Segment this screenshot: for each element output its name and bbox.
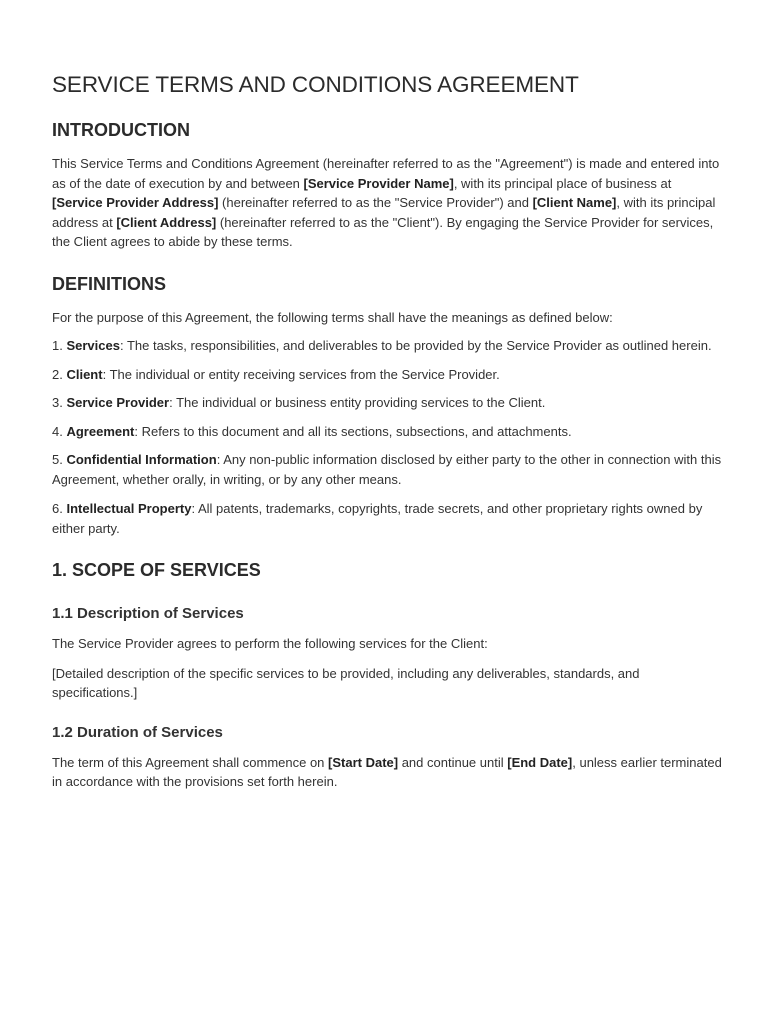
text-run: , with its principal place of business at [453, 175, 672, 191]
paragraph [52, 308, 724, 328]
paragraph [52, 365, 724, 385]
text-run: This Service Terms and Conditions Agreement (hereinafter referred to as the "Agreement") is made and entered into as of the date of execution by and between [52, 156, 720, 191]
paragraph [52, 634, 724, 654]
bold-term: Service Provider [66, 395, 170, 410]
bold-term: [Client Address] [116, 214, 217, 230]
text-run: and continue until [398, 754, 508, 770]
text-run: 6. [52, 501, 67, 516]
bold-term: Client [66, 366, 103, 382]
text-run: 1. [52, 338, 67, 353]
paragraph [52, 154, 724, 252]
text-run: , unless earlier terminated in accordance with the provisions set forth herein. [52, 754, 722, 789]
text-run: The Service Provider agrees to perform the following services for the Client: [52, 636, 488, 651]
bold-term: Agreement [66, 423, 135, 439]
text-run: (hereinafter referred to as the "Service Provider") and [218, 195, 533, 210]
text-run: 4. [52, 423, 67, 439]
paragraph [52, 422, 724, 442]
paragraph [52, 753, 724, 792]
text-run: For the purpose of this Agreement, the following terms shall have the meanings as defined below: [52, 309, 613, 325]
text-run: [Detailed description of the specific services to be provided, including any deliverables, standards, and specifications.] [52, 665, 640, 700]
paragraph [52, 450, 724, 489]
bold-term: Services [66, 338, 120, 353]
paragraph [52, 499, 724, 538]
bold-term: Intellectual Property [66, 501, 192, 516]
paragraph [52, 393, 724, 413]
text-run: (hereinafter referred to as the "Client"). By engaging the Service Provider for services, the Client agrees to abide by these terms. [52, 214, 714, 249]
text-run: , with its principal address at [52, 195, 716, 230]
subsection-heading: 1.2 Duration of Services [52, 723, 223, 741]
section-heading: INTRODUCTION [52, 120, 190, 140]
bold-term: [End Date] [507, 754, 573, 770]
bold-term: Confidential Information [66, 452, 217, 467]
section-heading: DEFINITIONS [52, 273, 167, 294]
text-run: : The tasks, responsibilities, and deliverables to be provided by the Service Provider as outlined herein. [119, 338, 712, 353]
document-title: SERVICE TERMS AND CONDITIONS AGREEMENT [52, 72, 579, 97]
text-run: : The individual or business entity providing services to the Client. [169, 395, 546, 410]
paragraph [52, 336, 724, 356]
text-run: The term of this Agreement shall commence on [52, 754, 329, 770]
bold-term: [Service Provider Address] [52, 195, 219, 210]
text-run: : Refers to this document and all its sections, subsections, and attachments. [134, 423, 572, 439]
bold-term: [Client Name] [532, 195, 617, 210]
text-run: : All patents, trademarks, copyrights, trade secrets, and other proprietary rights owned by either party. [52, 501, 703, 536]
text-run: : Any non-public information disclosed by either party to the other in connection with this Agreement, whether orally, in writing, or by any other means. [52, 452, 722, 487]
subsection-heading: 1.1 Description of Services [52, 605, 244, 622]
paragraph [52, 664, 724, 703]
document-body [52, 118, 724, 792]
section-heading: 1. SCOPE OF SERVICES [52, 560, 261, 580]
text-run: 5. [52, 452, 67, 467]
text-run: 3. [52, 395, 67, 410]
text-run: 2. [52, 366, 67, 382]
bold-term: [Service Provider Name] [303, 175, 454, 191]
bold-term: [Start Date] [328, 754, 399, 770]
document-page [52, 70, 724, 792]
text-run: : The individual or entity receiving services from the Service Provider. [102, 366, 500, 382]
